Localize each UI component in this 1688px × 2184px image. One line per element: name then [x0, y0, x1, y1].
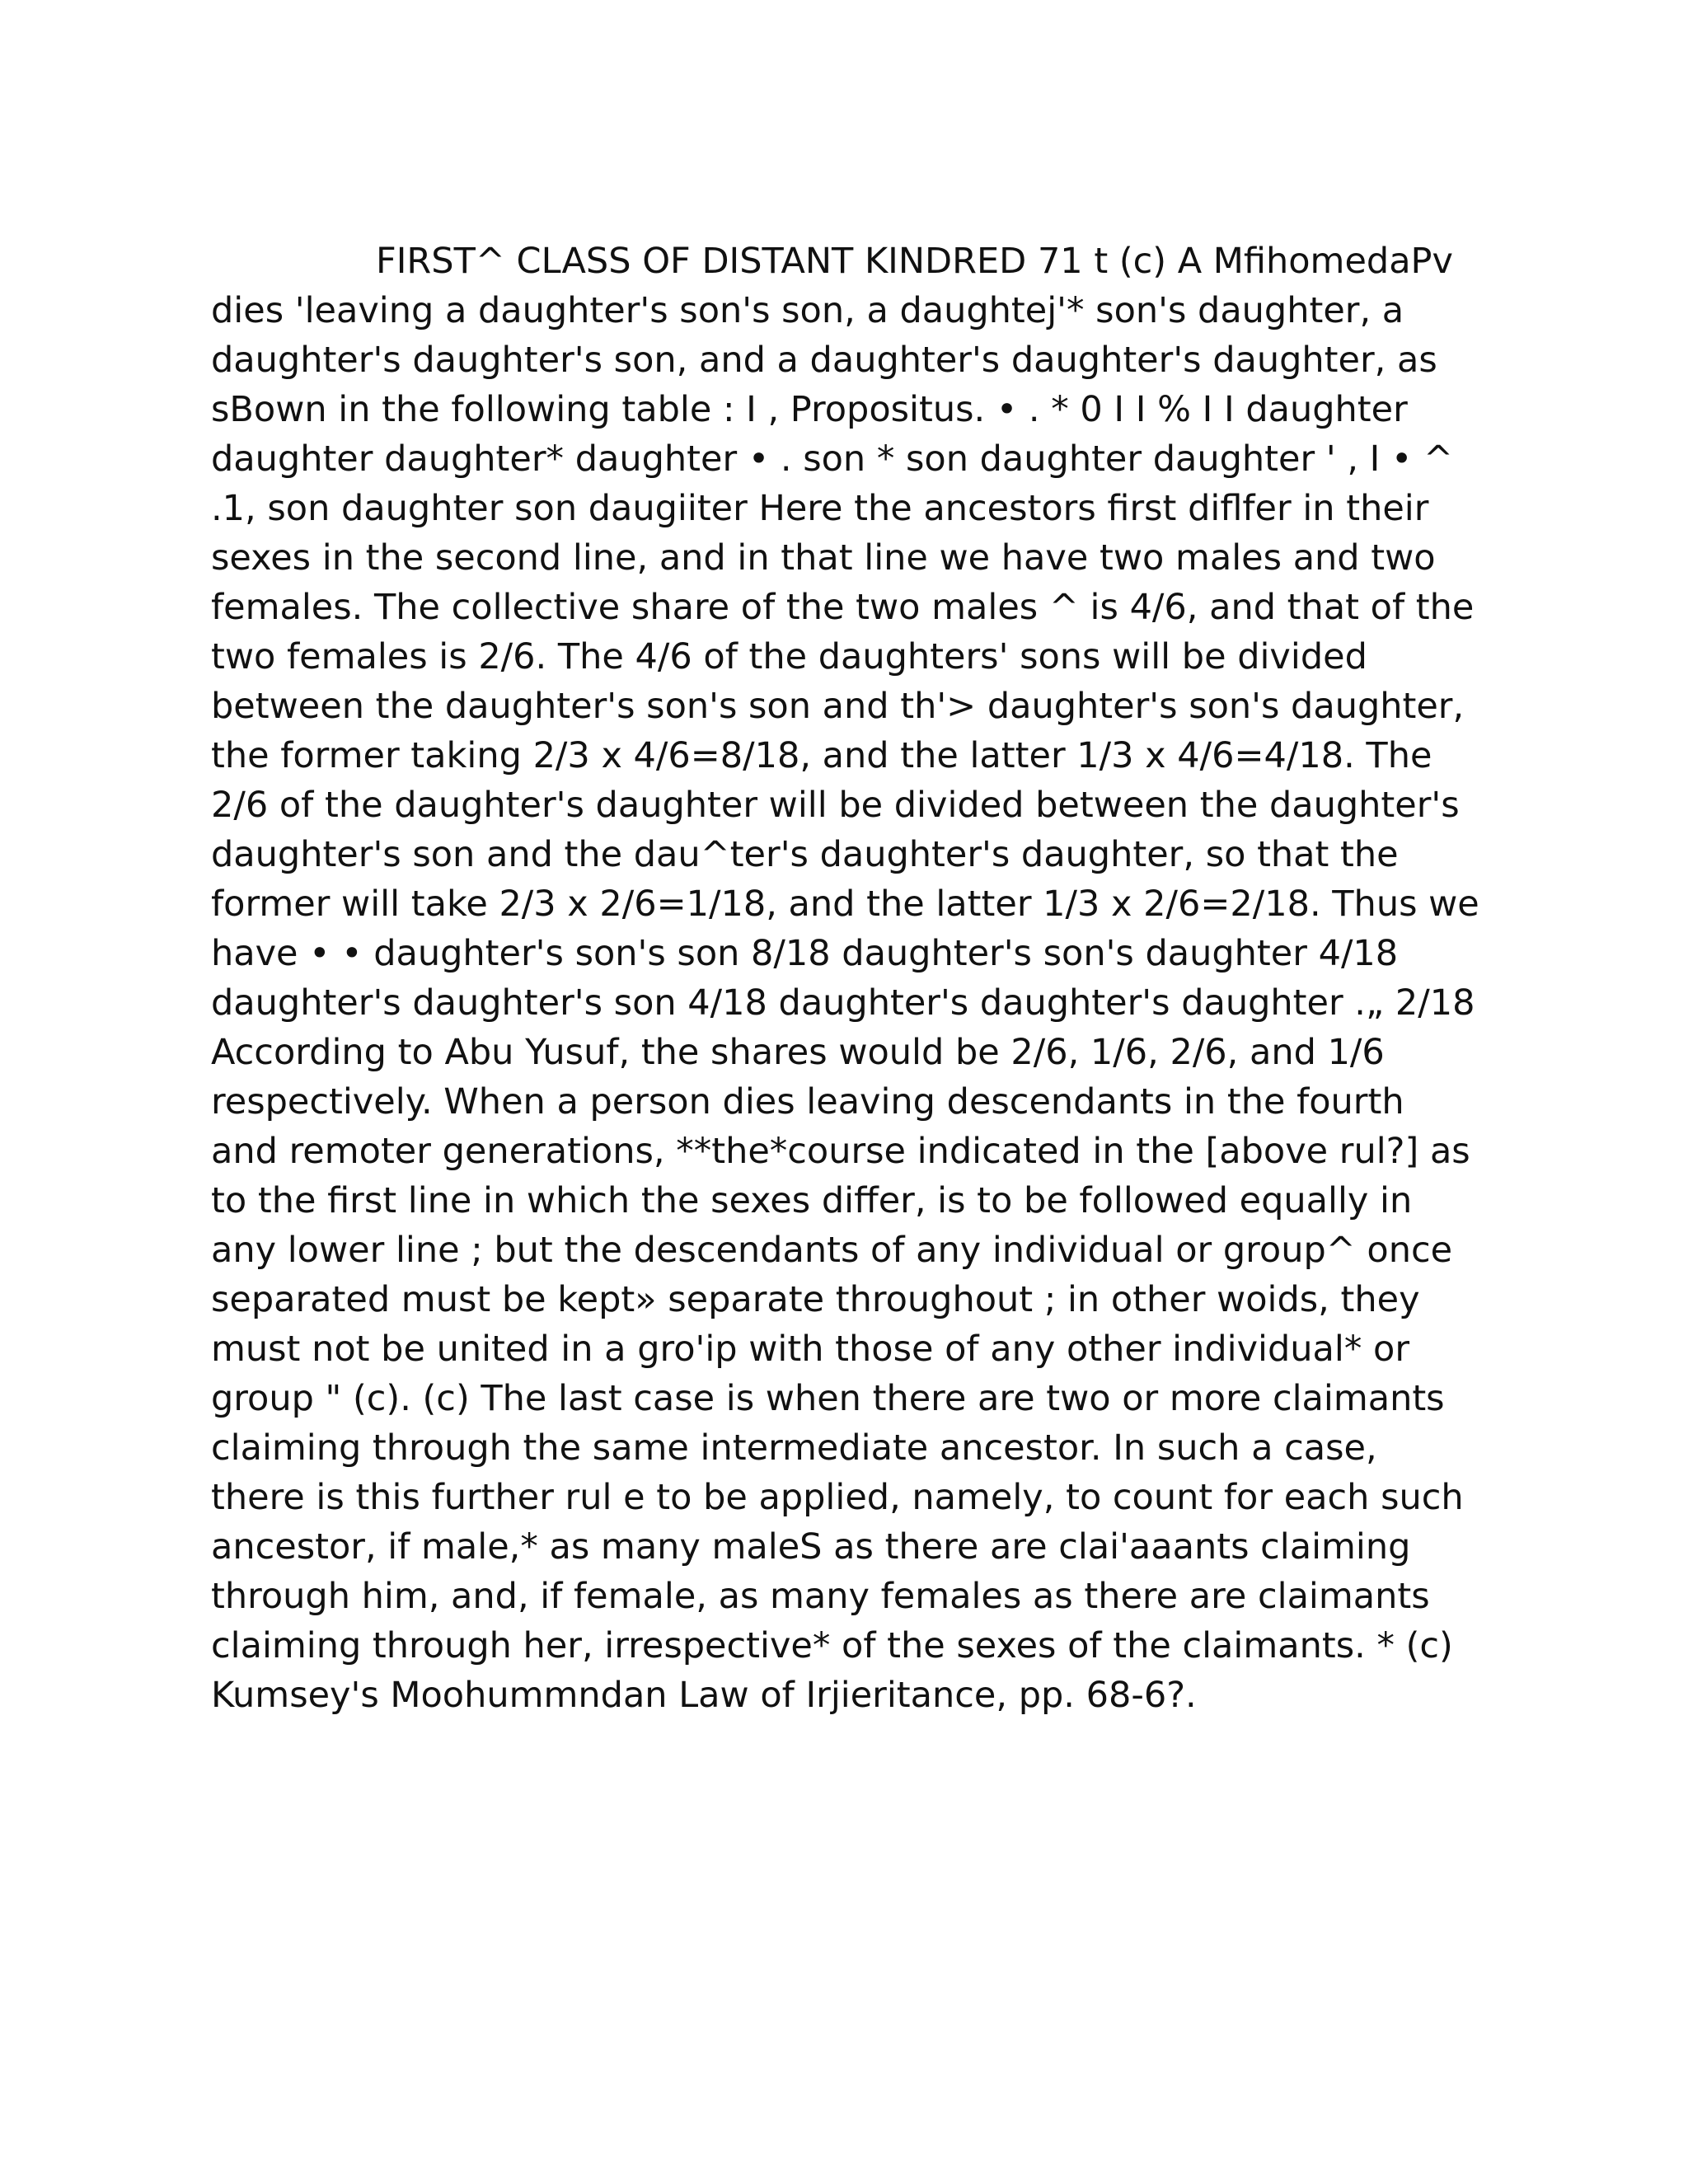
body-text: FIRST^ CLASS OF DISTANT KINDRED 71 t (c) A MfihomedaPv dies 'leaving a daughter's son's son, a daughtej'* son's daughter, a daughter's daughter's son, and a daughter's daughter's daughter, as sBown in the following table : I , Propositus. • . * 0 I I % I I daughter daughter daughter* daughter • . son * son daughter daughter ' , I • ^ .1, son daughter son daugiiter Here the ancestors first diflfer in their sexes in the second line, and in that line we have two males and two females. The collective share of the two males ^ is 4/6, and that of the two females is 2/6. The 4/6 of the daughters' sons will be divided between the daughter's son's son and th'> daughter's son's daughter, the former taking 2/3 x 4/6=8/18, and the latter 1/3 x 4/6=4/18. The 2/6 of the daughter's daughter will be divided between the daughter's daughter's son and the dau^ter's daughter's daughter, so that the former will take 2/3 x 2/6=1/18, and the latter 1/3 x 2/6=2/18. Thus we have • • daughter's son's son 8/18 daughter's son's daughter 4/18 daughter's daughter's son 4/18 daughter's daughter's daughter .„ 2/18 According to Abu Yusuf, the shares would be 2/6, 1/6, 2/6, and 1/6 respectively. When a person dies leaving descendants in the fourth and remoter generations, **the*course indicated in the [above rul?] as to the first line in which the sexes differ, is to be followed equally in any lower line ; but the descendants of any individual or group^ once separated must be kept» separate throughout ; in other woids, they must not be united in a gro'ip with those of any other individual* or group " (c). (c) The last case is when there are two or more claimants claiming through the same intermediate ancestor. In such a case, there is this further rul e to be applied, namely, to count for each such ancestor, if male,* as many maleS as there are clai'aaants claiming through him, and, if female, as many females as there are claimants claiming through her, irrespective* of the sexes of the claimants. * (c) Kumsey's Moohummndan Law of Irjieritance, pp. 68-6?.: [211, 241, 1479, 1716]
